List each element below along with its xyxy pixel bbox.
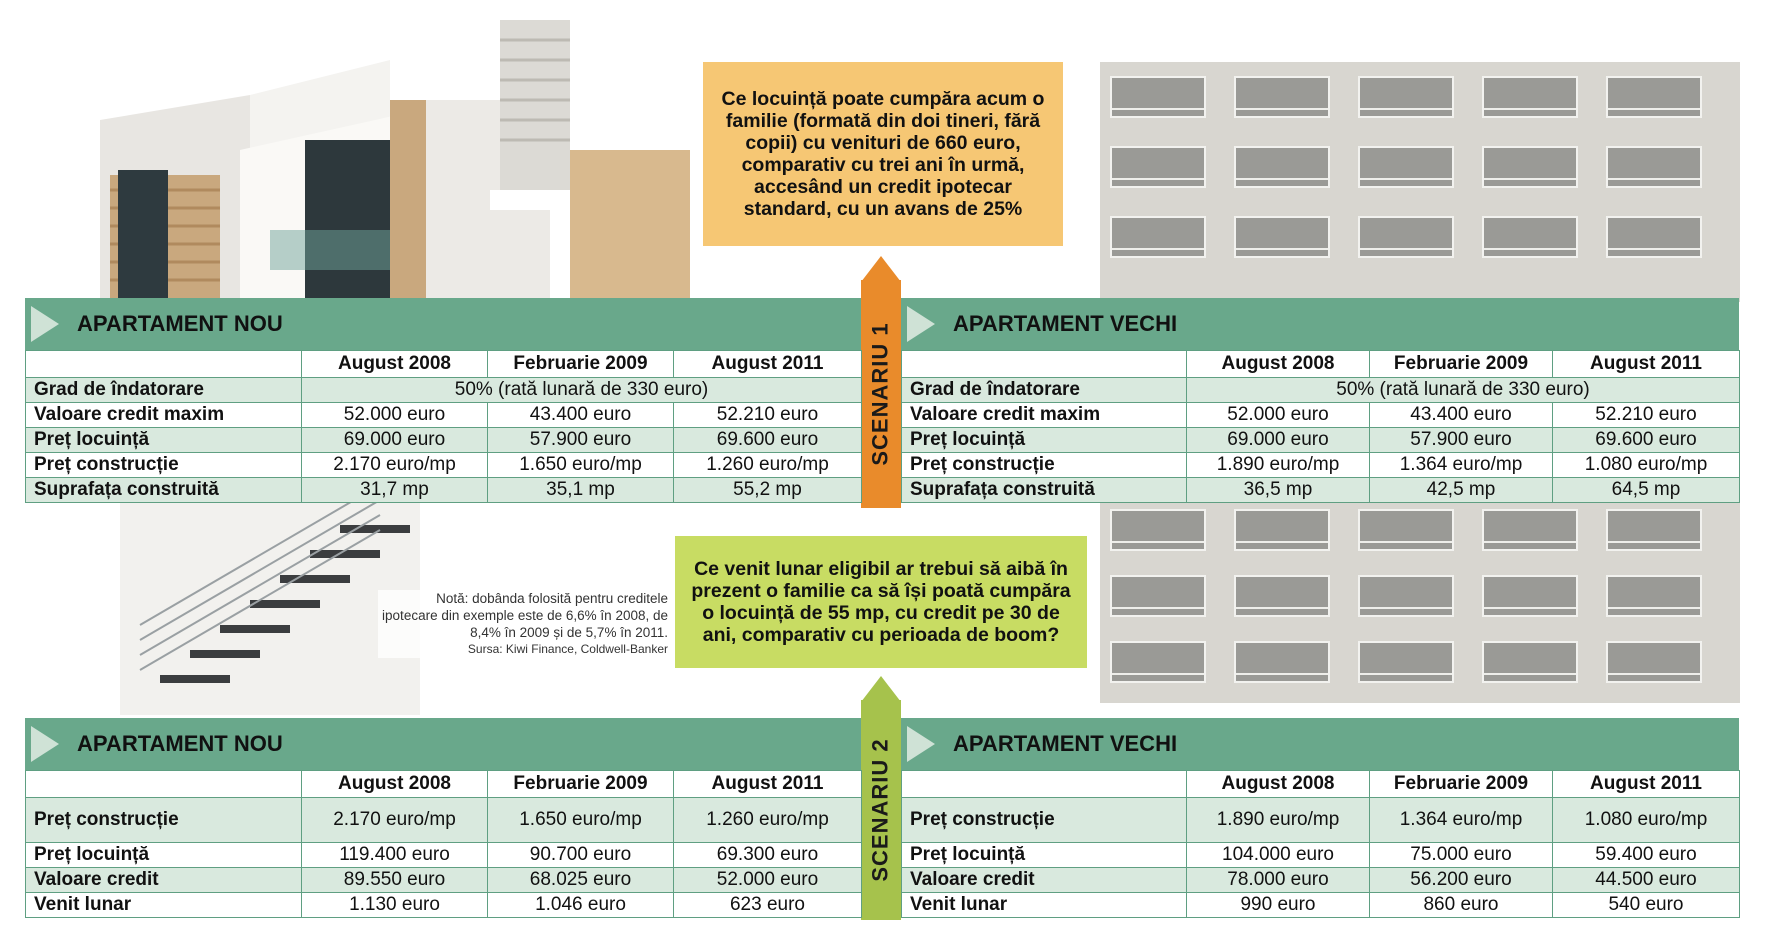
row-label: Preț locuință <box>902 428 1187 453</box>
row-label: Valoare credit <box>902 868 1187 893</box>
cell: 75.000 euro <box>1370 843 1553 868</box>
col-header: August 2008 <box>1187 771 1370 798</box>
cell: 43.400 euro <box>1370 403 1553 428</box>
row-label: Preț locuință <box>902 843 1187 868</box>
cell: 1.046 euro <box>488 893 674 918</box>
cell: 68.025 euro <box>488 868 674 893</box>
footnote <box>378 590 668 658</box>
s1-old-table <box>901 298 1739 503</box>
col-header: August 2008 <box>1187 351 1370 378</box>
s2-new-header <box>25 718 861 770</box>
s2-old-header <box>901 718 1739 770</box>
col-header: August 2011 <box>1553 771 1740 798</box>
table-row <box>26 893 862 918</box>
col-header <box>26 771 302 798</box>
s2-new-grid <box>25 770 862 918</box>
cell: 44.500 euro <box>1553 868 1740 893</box>
cell: 56.200 euro <box>1370 868 1553 893</box>
scenario2-banner <box>861 700 901 920</box>
cell: 1.364 euro/mp <box>1370 453 1553 478</box>
row-label: Suprafața construită <box>902 478 1187 503</box>
s2-old-table <box>901 718 1739 918</box>
table-row <box>902 403 1740 428</box>
cell: 119.400 euro <box>302 843 488 868</box>
cell: 1.650 euro/mp <box>488 798 674 843</box>
cell: 42,5 mp <box>1370 478 1553 503</box>
row-label: Valoare credit maxim <box>26 403 302 428</box>
table-row <box>26 428 862 453</box>
cell: 1.080 euro/mp <box>1553 453 1740 478</box>
cell: 57.900 euro <box>488 428 674 453</box>
table-row <box>902 428 1740 453</box>
cell: 52.000 euro <box>1187 403 1370 428</box>
table-row <box>26 478 862 503</box>
source-text: Sursa: Kiwi Finance, Coldwell-Banker <box>467 642 668 656</box>
s1-new-table <box>25 298 861 503</box>
cell: 89.550 euro <box>302 868 488 893</box>
cell: 90.700 euro <box>488 843 674 868</box>
scenario1-label: SCENARIU 1 <box>868 322 893 466</box>
s2-old-title: APARTAMENT VECHI <box>953 731 1178 756</box>
cell: 59.400 euro <box>1553 843 1740 868</box>
s1-old-header <box>901 298 1739 350</box>
col-header: Februarie 2009 <box>1370 771 1553 798</box>
table-row <box>26 453 862 478</box>
row-label: Preț construcție <box>26 453 302 478</box>
cell: 78.000 euro <box>1187 868 1370 893</box>
col-header: Februarie 2009 <box>488 351 674 378</box>
cell: 52.000 euro <box>302 403 488 428</box>
s2-new-title: APARTAMENT NOU <box>77 731 283 756</box>
col-header <box>902 351 1187 378</box>
table-row <box>902 893 1740 918</box>
scenario1-question: Ce locuință poate cumpăra acum o familie (formată din doi tineri, fără copii) cu venituri de 660 euro, comparativ cu trei ani în urmă, accesând un credit ipotecar standard, cu un avans de 25% <box>703 62 1063 246</box>
cell: 1.364 euro/mp <box>1370 798 1553 843</box>
table-row <box>902 843 1740 868</box>
cell: 55,2 mp <box>674 478 862 503</box>
cell: 860 euro <box>1370 893 1553 918</box>
table-row <box>902 798 1740 843</box>
cell: 69.000 euro <box>1187 428 1370 453</box>
modern-house-illustration <box>90 0 700 300</box>
cell: 69.600 euro <box>1553 428 1740 453</box>
cell: 623 euro <box>674 893 862 918</box>
cell: 36,5 mp <box>1187 478 1370 503</box>
cell: 990 euro <box>1187 893 1370 918</box>
triangle-arrow-icon <box>907 306 935 342</box>
cell: 1.890 euro/mp <box>1187 798 1370 843</box>
cell: 2.170 euro/mp <box>302 798 488 843</box>
row-label: Valoare credit maxim <box>902 403 1187 428</box>
row-label: Suprafața construită <box>26 478 302 503</box>
s2-old-grid <box>901 770 1740 918</box>
cell: 31,7 mp <box>302 478 488 503</box>
apartment-block-photo-bottom <box>1100 495 1740 703</box>
scenario2-question: Ce venit lunar eligibil ar trebui să aibă în prezent o familie ca să își poată cumpăra o locuință de 55 mp, cu credit pe 30 de ani, comparativ cu perioada de boom? <box>675 536 1087 668</box>
table-row <box>26 798 862 843</box>
s1-new-grid <box>25 350 862 503</box>
cell: 35,1 mp <box>488 478 674 503</box>
s2-new-table <box>25 718 861 918</box>
table-row <box>902 453 1740 478</box>
row-label: Grad de îndatorare <box>26 378 302 403</box>
scenario2-label: SCENARIU 2 <box>868 738 893 882</box>
table-row <box>902 478 1740 503</box>
cell: 1.080 euro/mp <box>1553 798 1740 843</box>
cell: 1.890 euro/mp <box>1187 453 1370 478</box>
cell: 540 euro <box>1553 893 1740 918</box>
table-row <box>902 868 1740 893</box>
row-label: Preț construcție <box>902 453 1187 478</box>
scenario1-banner <box>861 280 901 508</box>
cell: 52.210 euro <box>1553 403 1740 428</box>
cell: 69.300 euro <box>674 843 862 868</box>
cell: 52.000 euro <box>674 868 862 893</box>
col-header <box>902 771 1187 798</box>
cell: 50% (rată lunară de 330 euro) <box>1187 378 1740 403</box>
col-header <box>26 351 302 378</box>
triangle-arrow-icon <box>907 726 935 762</box>
col-header: Februarie 2009 <box>488 771 674 798</box>
s1-old-grid <box>901 350 1740 503</box>
cell: 69.000 euro <box>302 428 488 453</box>
cell: 43.400 euro <box>488 403 674 428</box>
s1-old-title: APARTAMENT VECHI <box>953 311 1178 336</box>
s1-new-header <box>25 298 861 350</box>
col-header: August 2008 <box>302 351 488 378</box>
cell: 64,5 mp <box>1553 478 1740 503</box>
table-row <box>902 378 1740 403</box>
table-row <box>26 868 862 893</box>
cell: 1.260 euro/mp <box>674 453 862 478</box>
staircase-illustration <box>120 485 420 715</box>
table-row <box>26 378 862 403</box>
cell: 69.600 euro <box>674 428 862 453</box>
row-label: Venit lunar <box>902 893 1187 918</box>
row-label: Preț locuință <box>26 428 302 453</box>
scenario2-banner-notch-icon <box>861 676 901 702</box>
cell: 1.260 euro/mp <box>674 798 862 843</box>
col-header: August 2008 <box>302 771 488 798</box>
row-label: Valoare credit <box>26 868 302 893</box>
cell: 52.210 euro <box>674 403 862 428</box>
table-row <box>26 403 862 428</box>
col-header: August 2011 <box>674 351 862 378</box>
row-label: Preț construcție <box>26 798 302 843</box>
col-header: Februarie 2009 <box>1370 351 1553 378</box>
cell: 57.900 euro <box>1370 428 1553 453</box>
apartment-block-photo-top <box>1100 62 1740 302</box>
col-header: August 2011 <box>674 771 862 798</box>
triangle-arrow-icon <box>31 726 59 762</box>
triangle-arrow-icon <box>31 306 59 342</box>
cell: 1.130 euro <box>302 893 488 918</box>
scenario1-banner-notch-icon <box>861 256 901 282</box>
row-label: Venit lunar <box>26 893 302 918</box>
cell: 50% (rată lunară de 330 euro) <box>302 378 862 403</box>
row-label: Preț construcție <box>902 798 1187 843</box>
col-header: August 2011 <box>1553 351 1740 378</box>
s1-new-title: APARTAMENT NOU <box>77 311 283 336</box>
cell: 2.170 euro/mp <box>302 453 488 478</box>
cell: 104.000 euro <box>1187 843 1370 868</box>
row-label: Grad de îndatorare <box>902 378 1187 403</box>
row-label: Preț locuință <box>26 843 302 868</box>
table-row <box>26 843 862 868</box>
cell: 1.650 euro/mp <box>488 453 674 478</box>
footnote-text: Notă: dobânda folosită pentru creditele ipotecare din exemple este de 6,6% în 2008, de 8,4% în 2009 și de 5,7% în 2011. <box>382 591 668 640</box>
